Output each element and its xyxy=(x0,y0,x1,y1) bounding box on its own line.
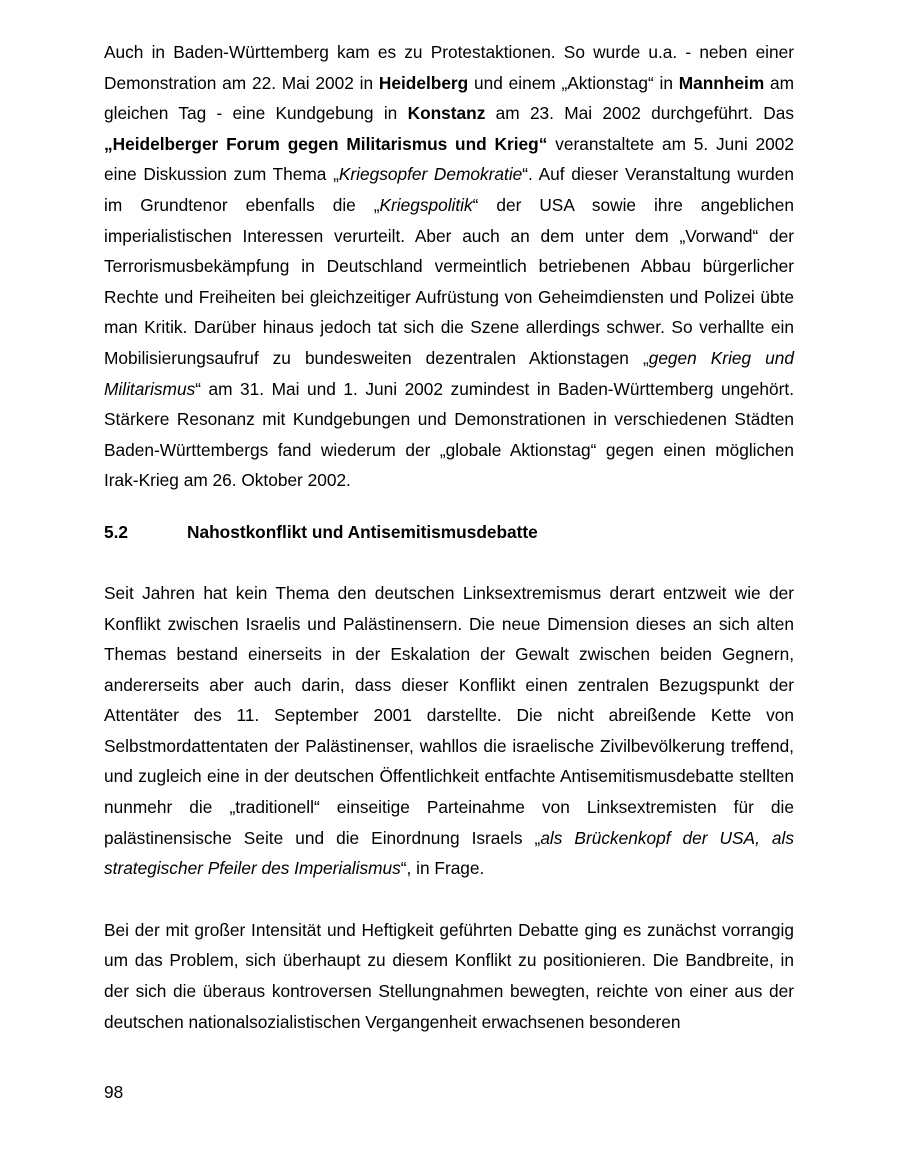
section-heading xyxy=(104,517,794,547)
bold-forum-name: „Heidelberger Forum gegen Militarismus und Krieg“ xyxy=(104,133,548,154)
text-run: “, in Frage. xyxy=(400,858,485,879)
text-run: Auch in Baden-Württemberg kam es zu Protestaktionen. So wurde u.a. - neben einer Demonstration am 22. Mai 2002 in xyxy=(104,42,794,93)
italic-quote-israel: als Brückenkopf der USA, als strategischer Pfeiler des Imperialismus xyxy=(104,827,794,879)
bold-mannheim: Mannheim xyxy=(678,72,765,93)
paragraph-protests xyxy=(104,37,794,496)
text-run: am 23. Mai 2002 durchgeführt. Das xyxy=(485,103,794,124)
text-run: am gleichen Tag - eine Kundgebung in xyxy=(104,72,794,124)
text-run: veranstaltete am 5. Juni 2002 eine Diskussion zum Thema „ xyxy=(104,133,794,185)
paragraph-debate xyxy=(104,915,794,1037)
bold-konstanz: Konstanz xyxy=(407,103,486,124)
italic-gegen-krieg: gegen Krieg und Militarismus xyxy=(104,347,794,399)
text-run: Bei der mit großer Intensität und Heftigkeit geführten Debatte ging es zunächst vorrangig um das Problem, sich überhaupt zu diesem Konflikt zu positionieren. Die Bandbreite, in der sich die überaus kontroversen Stellungnahmen bewegten, reichte von einer aus der deutschen nationalsozialistischen Vergangenheit erwachsenen besonderen xyxy=(104,919,794,1032)
italic-kriegspolitik: Kriegspolitik xyxy=(379,194,473,215)
document-page xyxy=(104,37,794,1037)
bold-heidelberg: Heidelberg xyxy=(378,72,469,93)
italic-kriegsopfer: Kriegsopfer Demokratie xyxy=(338,164,523,185)
paragraph-nahost xyxy=(104,578,794,884)
text-run: Seit Jahren hat kein Thema den deutschen Linksextremismus derart entzweit wie der Konflikt zwischen Israelis und Palästinensern. Die neue Dimension dieses an sich alten Themas bestand einerseits in der Eskalation der Gewalt zwischen beiden Gegnern, andererseits aber auch darin, dass dieser Konflikt einen zentralen Bezugspunkt der Attentäter des 11. September 2001 darstellte. Die nicht abreißende Kette von Selbstmordattentaten der Palästinenser, wahllos die israelische Zivilbevölkerung treffend, und zugleich eine in der deutschen Öffentlichkeit entfachte Antisemitismusdebatte stellten nunmehr die „traditionell“ einseitige Parteinahme von Linksextremisten für die palästinensische Seite und die Einordnung Israels „ xyxy=(104,582,794,848)
section-title: Nahostkonflikt und Antisemitismusdebatte xyxy=(187,521,538,542)
text-run: “. Auf dieser Veranstaltung wurden im Grundtenor ebenfalls die „ xyxy=(104,164,795,215)
text-run: und einem „Aktionstag“ in xyxy=(468,72,679,93)
text-run: “ der USA sowie ihre angeblichen imperialistischen Interessen verurteilt. Aber auch an dem unter dem „Vorwand“ der Terrorismusbekämpfung in Deutschland vermeintlich betriebenen Abbau bürgerlicher Rechte und Freiheiten bei gleichzeitiger Aufrüstung von Geheimdiensten und Polizei übte man Kritik. Darüber hinaus jedoch tat sich die Szene allerdings schwer. So verhallte ein Mobilisierungsaufruf zu bundesweiten dezentralen Aktionstagen „ xyxy=(104,194,794,368)
page-number: 98 xyxy=(104,1082,124,1102)
text-run: “ am 31. Mai und 1. Juni 2002 zumindest in Baden-Württemberg ungehört. Stärkere Resonanz mit Kundgebungen und Demonstrationen in verschiedenen Städten Baden-Württembergs fand wiederum der „globale Aktionstag“ gegen einen möglichen Irak-Krieg am 26. Oktober 2002. xyxy=(104,378,794,491)
section-number: 5.2 xyxy=(104,521,129,542)
